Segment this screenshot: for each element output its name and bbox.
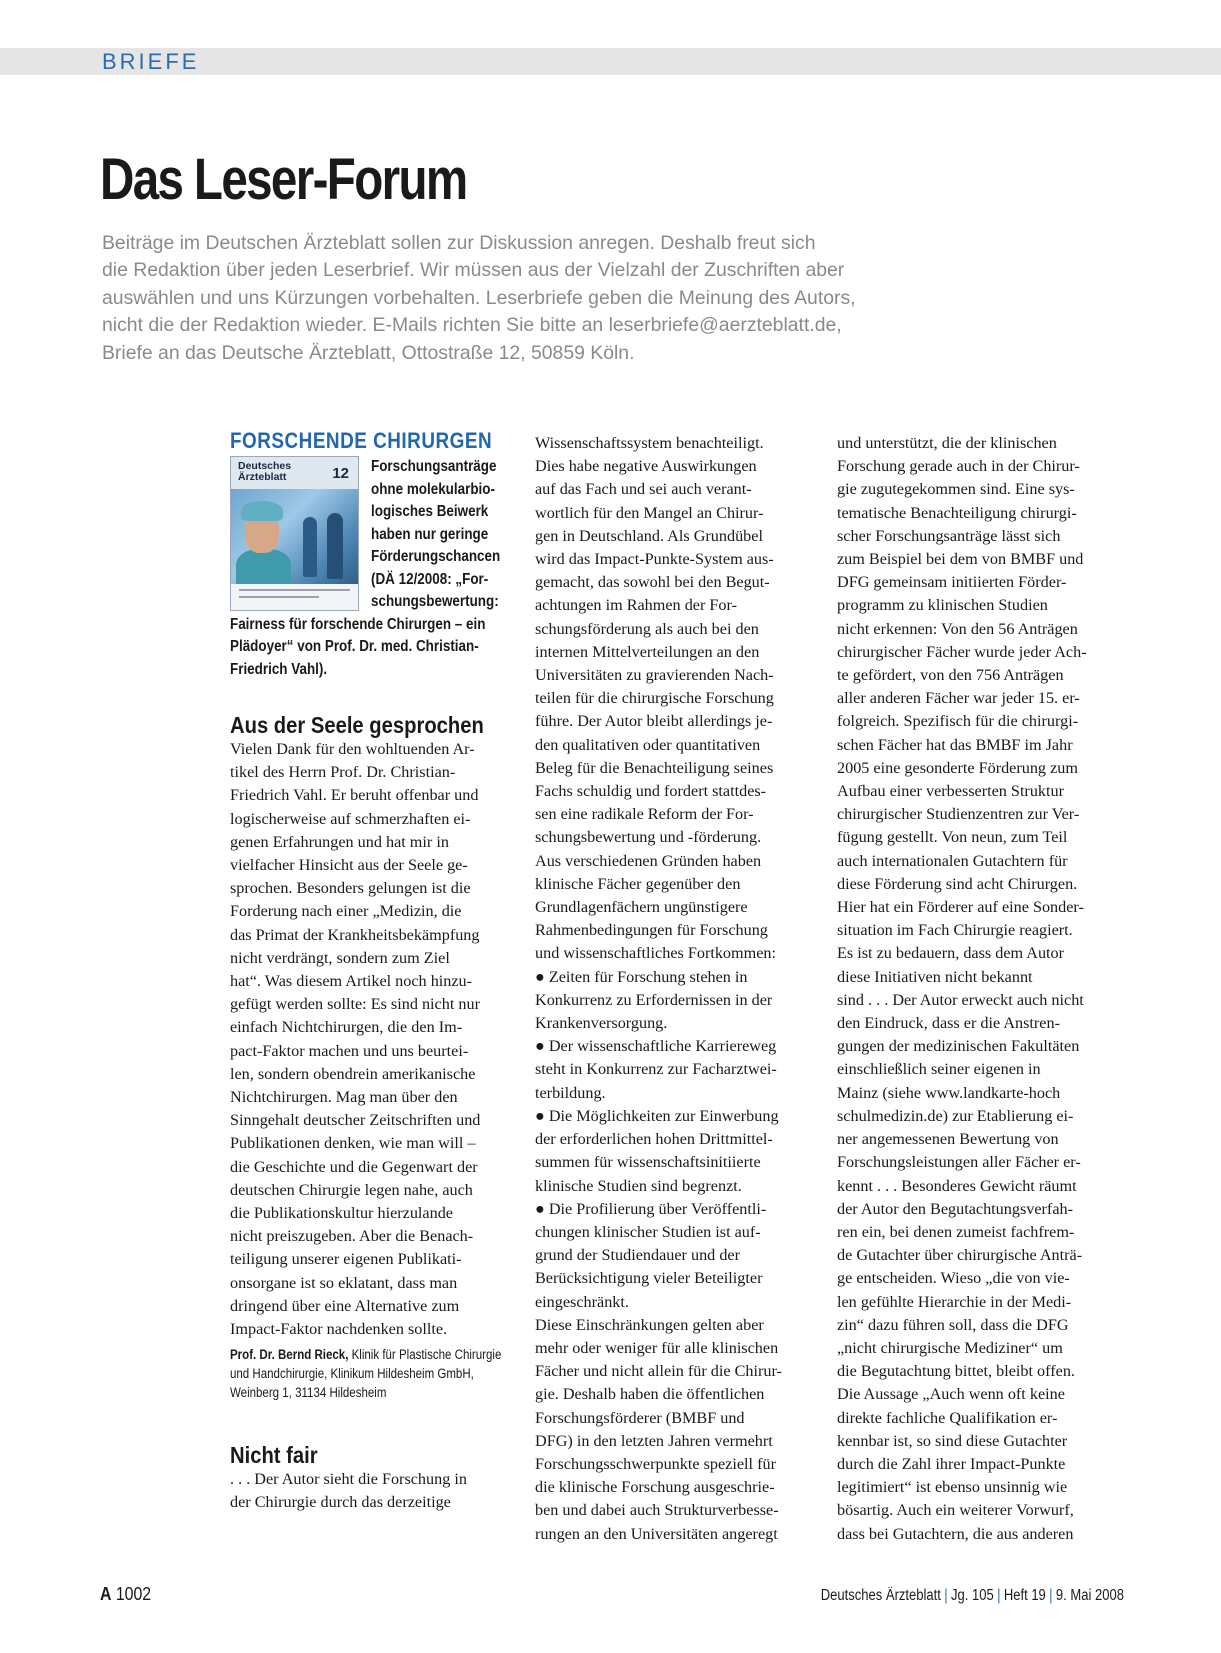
body-line: onsorgane ist so eklatant, dass man	[230, 1273, 458, 1292]
column-2	[535, 432, 820, 1546]
body-line: te gefördert, von den 756 Anträgen	[837, 666, 1064, 685]
body-line: ben und dabei auch Strukturverbesse-	[535, 1501, 779, 1520]
body-line: Es ist zu bedauern, dass dem Autor	[837, 944, 1065, 963]
body-line: die Publikationskultur hierzulande	[230, 1204, 453, 1223]
teaser-line: (DÄ 12/2008: „For-	[371, 570, 489, 588]
body-line: Krankenversorgung.	[535, 1014, 668, 1033]
body-line: die Geschichte und die Gegenwart der	[230, 1157, 478, 1176]
body-line: ● Der wissenschaftliche Karriereweg	[535, 1037, 777, 1056]
body-line: Hier hat ein Förderer auf eine Sonder-	[837, 898, 1084, 917]
body-line: ge entscheiden. Wieso „die von vie-	[837, 1269, 1070, 1288]
body-line: rungen an den Universitäten angeregt	[535, 1524, 778, 1543]
page-number: A 1002	[100, 1584, 152, 1604]
intro-line: die Redaktion über jeden Leserbrief. Wir müssen aus der Vielzahl der Zuschriften aber	[102, 259, 845, 282]
body-line: „nicht chirurgische Mediziner“ um	[837, 1338, 1063, 1357]
author-affiliation: und Handchirurgie, Klinikum Hildesheim GmbH,	[230, 1366, 474, 1382]
body-line: klinische Fächer gegenüber den	[535, 874, 741, 893]
body-line: ● Die Profilierung über Veröffentli-	[535, 1199, 767, 1218]
body-line: ● Zeiten für Forschung stehen in	[535, 967, 748, 986]
body-line: de Gutachter über chirurgische Anträ-	[837, 1246, 1083, 1265]
body-line: den qualitativen oder quantitativen	[535, 735, 761, 754]
body-line: den Eindruck, dass er die Anstren-	[837, 1014, 1060, 1033]
body-line: die klinische Forschung ausgeschrie-	[535, 1478, 775, 1497]
body-line: tikel des Herrn Prof. Dr. Christian-	[230, 763, 456, 782]
body-line: eingeschränkt.	[535, 1292, 629, 1311]
body-line: die Begutachtung bittet, bleibt offen.	[837, 1362, 1075, 1381]
teaser-line: ohne molekularbio-	[371, 480, 495, 498]
body-line: gie zugutegekommen sind. Eine sys-	[837, 480, 1075, 499]
body-line: achtungen im Rahmen der For-	[535, 596, 737, 615]
body-line: Konkurrenz zu Erfordernissen in der	[535, 990, 773, 1009]
body-line: ner angemessenen Bewertung von	[837, 1130, 1059, 1149]
author-affiliation: Klinik für Plastische Chirurgie	[348, 1347, 502, 1363]
body-line: einschließlich seiner eigenen in	[837, 1060, 1041, 1079]
body-line: diese Initiativen nicht bekannt	[837, 967, 1033, 986]
body-line: kennt . . . Besonderes Gewicht räumt	[837, 1176, 1077, 1195]
journal-footer: Deutsches Ärzteblatt | Jg. 105 | Heft 19 | 9. Mai 2008	[820, 1587, 1124, 1604]
body-line: Grundlagenfächern ungünstigere	[535, 898, 748, 917]
cover-caption-strip	[231, 584, 358, 610]
body-line: Rahmenbedingungen für Forschung	[535, 921, 768, 940]
body-line: legitimiert“ ist ebenso unsinnig wie	[837, 1478, 1068, 1497]
body-line: terbildung.	[535, 1083, 606, 1102]
column-3	[837, 432, 1122, 1546]
body-line: dass bei Gutachtern, die aus anderen	[837, 1524, 1074, 1543]
body-line: Forschungsschwerpunkte speziell für	[535, 1454, 776, 1473]
body-line: . . . Der Autor sieht die Forschung in	[230, 1470, 467, 1489]
body-line: Wissenschaftssystem benachteiligt.	[535, 434, 764, 452]
body-line: nicht preiszugeben. Aber die Benach-	[230, 1227, 474, 1246]
intro-line: nicht die der Redaktion wieder. E-Mails richten Sie bitte an leserbriefe@aerzteblatt.de,	[102, 314, 842, 337]
intro-line: Beiträge im Deutschen Ärzteblatt sollen zur Diskussion anregen. Deshalb freut sich	[102, 232, 816, 254]
teaser-line: schungsbewertung:	[371, 593, 499, 610]
body-line: chirurgischer Studienzentren zur Ver-	[837, 805, 1080, 824]
body-line: Fächer und nicht allein für die Chirur-	[535, 1362, 782, 1381]
body-line: Impact-Faktor nachdenken sollte.	[230, 1320, 448, 1339]
intro-line: auswählen und uns Kürzungen vorbehalten. Leserbriefe geben die Meinung des Autors,	[102, 286, 856, 309]
body-line: 2005 eine gesonderte Förderung zum	[837, 758, 1078, 777]
letter-2-body-start	[230, 1468, 518, 1514]
body-line: chungen klinischer Studien ist auf-	[535, 1222, 761, 1241]
body-line: gie. Deshalb haben die öffentlichen	[535, 1385, 765, 1404]
body-line: Vielen Dank für den wohltuenden Ar-	[230, 740, 475, 758]
journal-volume: Jg. 105	[951, 1587, 994, 1604]
body-line: len gefühlte Hierarchie in der Medi-	[837, 1292, 1072, 1311]
body-line: der Autor den Begutachtungsverfah-	[837, 1199, 1073, 1218]
magazine-cover-image	[230, 456, 359, 611]
body-line: Fachs schuldig und fordert stattdes-	[535, 782, 767, 801]
body-line: teilen für die chirurgische Forschung	[535, 689, 774, 708]
column-1	[230, 430, 518, 1515]
body-line: auf das Fach und sei auch verant-	[535, 480, 752, 499]
body-line: teiligung unserer eigenen Publikati-	[230, 1250, 462, 1269]
body-line: aller anderen Fächer war jeder 15. er-	[837, 689, 1080, 708]
body-line: gemacht, das sowohl bei den Begut-	[535, 573, 770, 592]
body-line: führe. Der Autor bleibt allerdings je-	[535, 712, 773, 731]
body-line: ren ein, bei denen zumeist fachfrem-	[837, 1222, 1075, 1241]
author-name: Prof. Dr. Bernd Rieck,	[230, 1347, 349, 1363]
body-line: gen in Deutschland. Als Grundübel	[535, 526, 763, 545]
body-line: und unterstützt, die der klinischen	[837, 434, 1057, 452]
body-line: wortlich für den Mangel an Chirur-	[535, 503, 764, 522]
body-line: der erforderlichen hohen Drittmittel-	[535, 1130, 773, 1149]
body-line: Sinngehalt deutscher Zeitschriften und	[230, 1111, 481, 1130]
body-line: tematische Benachteiligung chirurgi-	[837, 503, 1077, 522]
body-line: Universitäten zu gravierenden Nach-	[535, 666, 774, 685]
body-line: Forschung gerade auch in der Chirur-	[837, 457, 1080, 476]
body-line: sind . . . Der Autor erweckt auch nicht	[837, 990, 1084, 1009]
body-line: Die Aussage „Auch wenn oft keine	[837, 1385, 1065, 1404]
body-line: chirurgischer Fächer wurde jeder Ach-	[837, 642, 1087, 661]
body-line: pact-Faktor machen und uns beurtei-	[230, 1041, 469, 1060]
body-line: logischerweise auf schmerzhaften ei-	[230, 809, 471, 828]
body-line: Nichtchirurgen. Mag man über den	[230, 1088, 458, 1107]
body-line: Forderung nach einer „Medizin, die	[230, 902, 462, 921]
teaser-line: Fairness für forschende Chirurgen – ein	[230, 615, 486, 633]
body-line: zin“ dazu führen soll, dass die DFG	[837, 1315, 1069, 1334]
teaser-line: logisches Beiwerk	[371, 503, 489, 520]
body-line: summen für wissenschaftsinitiierte	[535, 1153, 761, 1172]
letter-1-signature	[230, 1345, 518, 1402]
journal-date: 9. Mai 2008	[1055, 1587, 1124, 1604]
body-line: programm zu klinischen Studien	[837, 596, 1048, 615]
letter-1-heading: Aus der Seele gesprochen	[230, 712, 484, 738]
body-line: kennbar ist, so sind diese Gutachter	[837, 1431, 1068, 1450]
body-line: Aufbau einer verbesserten Struktur	[837, 782, 1064, 801]
body-line: schen Fächer hat das BMBF im Jahr	[837, 735, 1073, 754]
body-line: schungsförderung als auch bei den	[535, 619, 759, 638]
body-line: grund der Studiendauer und der	[535, 1246, 740, 1265]
body-line: mehr oder weniger für alle klinischen	[535, 1338, 779, 1357]
body-line: Diese Einschränkungen gelten aber	[535, 1315, 764, 1334]
body-line: Friedrich Vahl. Er beruht offenbar und	[230, 786, 479, 805]
body-line: internen Mittelverteilungen an den	[535, 642, 760, 661]
body-line: sen eine radikale Reform der For-	[535, 805, 754, 824]
body-line: scher Forschungsanträge lässt sich	[837, 526, 1061, 545]
body-line: Berücksichtigung vieler Beteiligter	[535, 1269, 763, 1288]
body-line: Forschungsförderer (BMBF und	[535, 1408, 745, 1427]
body-line: DFG) in den letzten Jahren vermehrt	[535, 1431, 773, 1450]
body-line: len, sondern obendrein amerikanische	[230, 1064, 476, 1083]
body-line: DFG gemeinsam initiierten Förder-	[837, 573, 1067, 592]
journal-name: Deutsches Ärzteblatt	[820, 1587, 941, 1604]
body-line: Dies habe negative Auswirkungen	[535, 457, 757, 476]
body-line: nicht verdrängt, sondern zum Ziel	[230, 948, 450, 967]
teaser-line: Plädoyer“ von Prof. Dr. med. Christian-	[230, 638, 479, 655]
intro-line: Briefe an das Deutsche Ärzteblatt, Ottostraße 12, 50859 Köln.	[102, 341, 635, 364]
letter-2-heading: Nicht fair	[230, 1442, 318, 1469]
cover-masthead: Deutsches Ärzteblatt	[238, 460, 292, 483]
teaser-line: Förderungschancen	[371, 548, 501, 565]
body-line: einfach Nichtchirurgen, die den Im-	[230, 1018, 463, 1037]
body-line: diese Förderung sind acht Chirurgen.	[837, 874, 1078, 893]
author-address: Weinberg 1, 31134 Hildesheim	[230, 1385, 387, 1401]
body-line: auch internationalen Gutachtern für	[837, 851, 1068, 870]
body-line: vielfacher Hinsicht aus der Seele ge-	[230, 856, 468, 875]
body-line: dringend über eine Alternative zum	[230, 1296, 460, 1315]
body-line: durch die Zahl ihrer Impact-Punkte	[837, 1454, 1066, 1473]
body-line: das Primat der Krankheitsbekämpfung	[230, 925, 480, 944]
article-kicker: FORSCHENDE CHIRURGEN	[230, 428, 493, 453]
page-title: Das Leser-Forum	[100, 147, 467, 212]
body-line: schulmedizin.de) zur Etablierung ei-	[837, 1106, 1074, 1125]
body-line: gefügt werden sollte: Es sind nicht nur	[230, 995, 480, 1014]
body-line: nicht erkennen: Von den 56 Anträgen	[837, 619, 1078, 638]
body-line: genen Erfahrungen und hat mir in	[230, 832, 449, 851]
teaser-line: Forschungsanträge	[371, 458, 497, 475]
body-line: sprochen. Besonders gelungen ist die	[230, 879, 471, 898]
body-line: steht in Konkurrenz zur Facharztwei-	[535, 1060, 777, 1079]
body-line: Forschungsleistungen aller Fächer er-	[837, 1153, 1081, 1172]
teaser-block	[230, 456, 518, 702]
journal-issue: Heft 19	[1003, 1587, 1046, 1604]
body-line: Aus verschiedenen Gründen haben	[535, 851, 762, 870]
body-line: folgreich. Spezifisch für die chirurgi-	[837, 712, 1079, 731]
teaser-line: haben nur geringe	[371, 525, 489, 543]
body-line: zum Beispiel bei dem von BMBF und	[837, 550, 1084, 569]
body-line: klinische Studien sind begrenzt.	[535, 1176, 742, 1195]
body-line: schungsbewertung und -förderung.	[535, 828, 762, 847]
body-line: Mainz (siehe www.landkarte-hoch	[837, 1083, 1061, 1102]
body-line: direkte fachliche Qualifikation er-	[837, 1408, 1058, 1427]
body-line: wird das Impact-Punkte-System aus-	[535, 550, 774, 569]
body-line: und wissenschaftliches Fortkommen:	[535, 944, 776, 963]
body-line: deutschen Chirurgie legen nahe, auch	[230, 1180, 473, 1199]
body-line: bösartig. Auch ein weiterer Vorwurf,	[837, 1501, 1074, 1520]
cover-photo	[231, 489, 358, 584]
body-line: ● Die Möglichkeiten zur Einwerbung	[535, 1106, 779, 1125]
body-line: Publikationen denken, wie man will –	[230, 1134, 476, 1153]
body-line: Beleg für die Benachteiligung seines	[535, 758, 774, 777]
body-line: der Chirurgie durch das derzeitige	[230, 1493, 451, 1512]
teaser-line: Friedrich Vahl).	[230, 660, 328, 678]
cover-issue-number: 12	[332, 465, 349, 482]
section-label: BRIEFE	[102, 49, 200, 74]
intro-text	[102, 230, 1002, 367]
body-line: fügung gestellt. Von neun, zum Teil	[837, 828, 1068, 847]
body-line: hat“. Was diesem Artikel noch hinzu-	[230, 972, 473, 991]
letter-1-body	[230, 738, 518, 1341]
body-line: situation im Fach Chirurgie reagiert.	[837, 921, 1073, 940]
body-line: gungen der medizinischen Fakultäten	[837, 1037, 1080, 1056]
